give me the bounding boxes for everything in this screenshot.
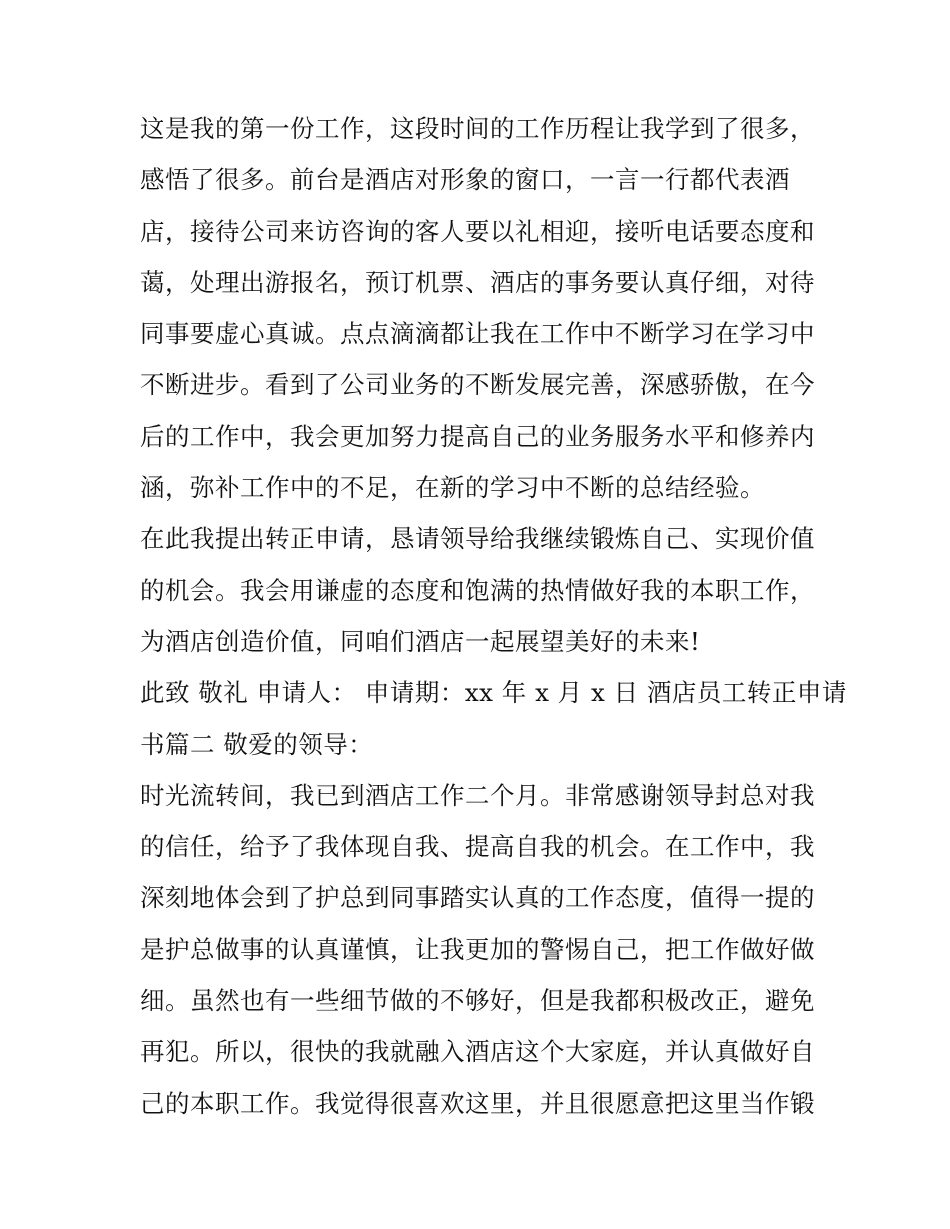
text-line: 是护总做事的认真谨慎，让我更加的警惕自己，把工作做好做 xyxy=(140,934,815,964)
text-line: 再犯。所以，很快的我就融入酒店这个大家庭，并认真做好自 xyxy=(140,1037,815,1067)
text-line: 己的本职工作。我觉得很喜欢这里，并且很愿意把这里当作锻 xyxy=(140,1088,815,1118)
text-line: 此致 敬礼 申请人： 申请期：xx 年 x 月 x 日 酒店员工转正申请 xyxy=(140,678,847,708)
document-body xyxy=(140,103,847,1129)
text-line: 不断进步。看到了公司业务的不断发展完善，深感骄傲，在今 xyxy=(140,370,815,400)
text-line: 蔼，处理出游报名，预订机票、酒店的事务要认真仔细，对待 xyxy=(140,267,815,297)
text-line: 这是我的第一份工作，这段时间的工作历程让我学到了很多， xyxy=(140,114,815,143)
text-line: 的信任，给予了我体现自我、提高自我的机会。在工作中，我 xyxy=(140,832,815,862)
text-line: 深刻地体会到了护总到同事踏实认真的工作态度，值得一提的 xyxy=(140,883,815,913)
text-line: 细。虽然也有一些细节做的不够好，但是我都积极改正，避免 xyxy=(140,986,815,1016)
text-line: 为酒店创造价值，同咱们酒店一起展望美好的未来! xyxy=(140,626,701,656)
text-line: 感悟了很多。前台是酒店对形象的窗口，一言一行都代表酒 xyxy=(140,165,790,195)
text-line: 时光流转间，我已到酒店工作二个月。非常感谢领导封总对我 xyxy=(140,780,815,810)
text-line: 涵，弥补工作中的不足，在新的学习中不断的总结经验。 xyxy=(140,473,765,503)
text-line: 书篇二 敬爱的领导： xyxy=(140,729,374,759)
text-line: 后的工作中，我会更加努力提高自己的业务服务水平和修养内 xyxy=(140,421,815,451)
text-line: 店，接待公司来访咨询的客人要以礼相迎，接听电话要态度和 xyxy=(140,216,815,246)
text-line: 同事要虚心真诚。点点滴滴都让我在工作中不断学习在学习中 xyxy=(140,319,815,349)
text-line: 的机会。我会用谦虚的态度和饱满的热情做好我的本职工作， xyxy=(140,575,815,605)
text-line: 在此我提出转正申请，恳请领导给我继续锻炼自己、实现价值 xyxy=(140,524,815,554)
